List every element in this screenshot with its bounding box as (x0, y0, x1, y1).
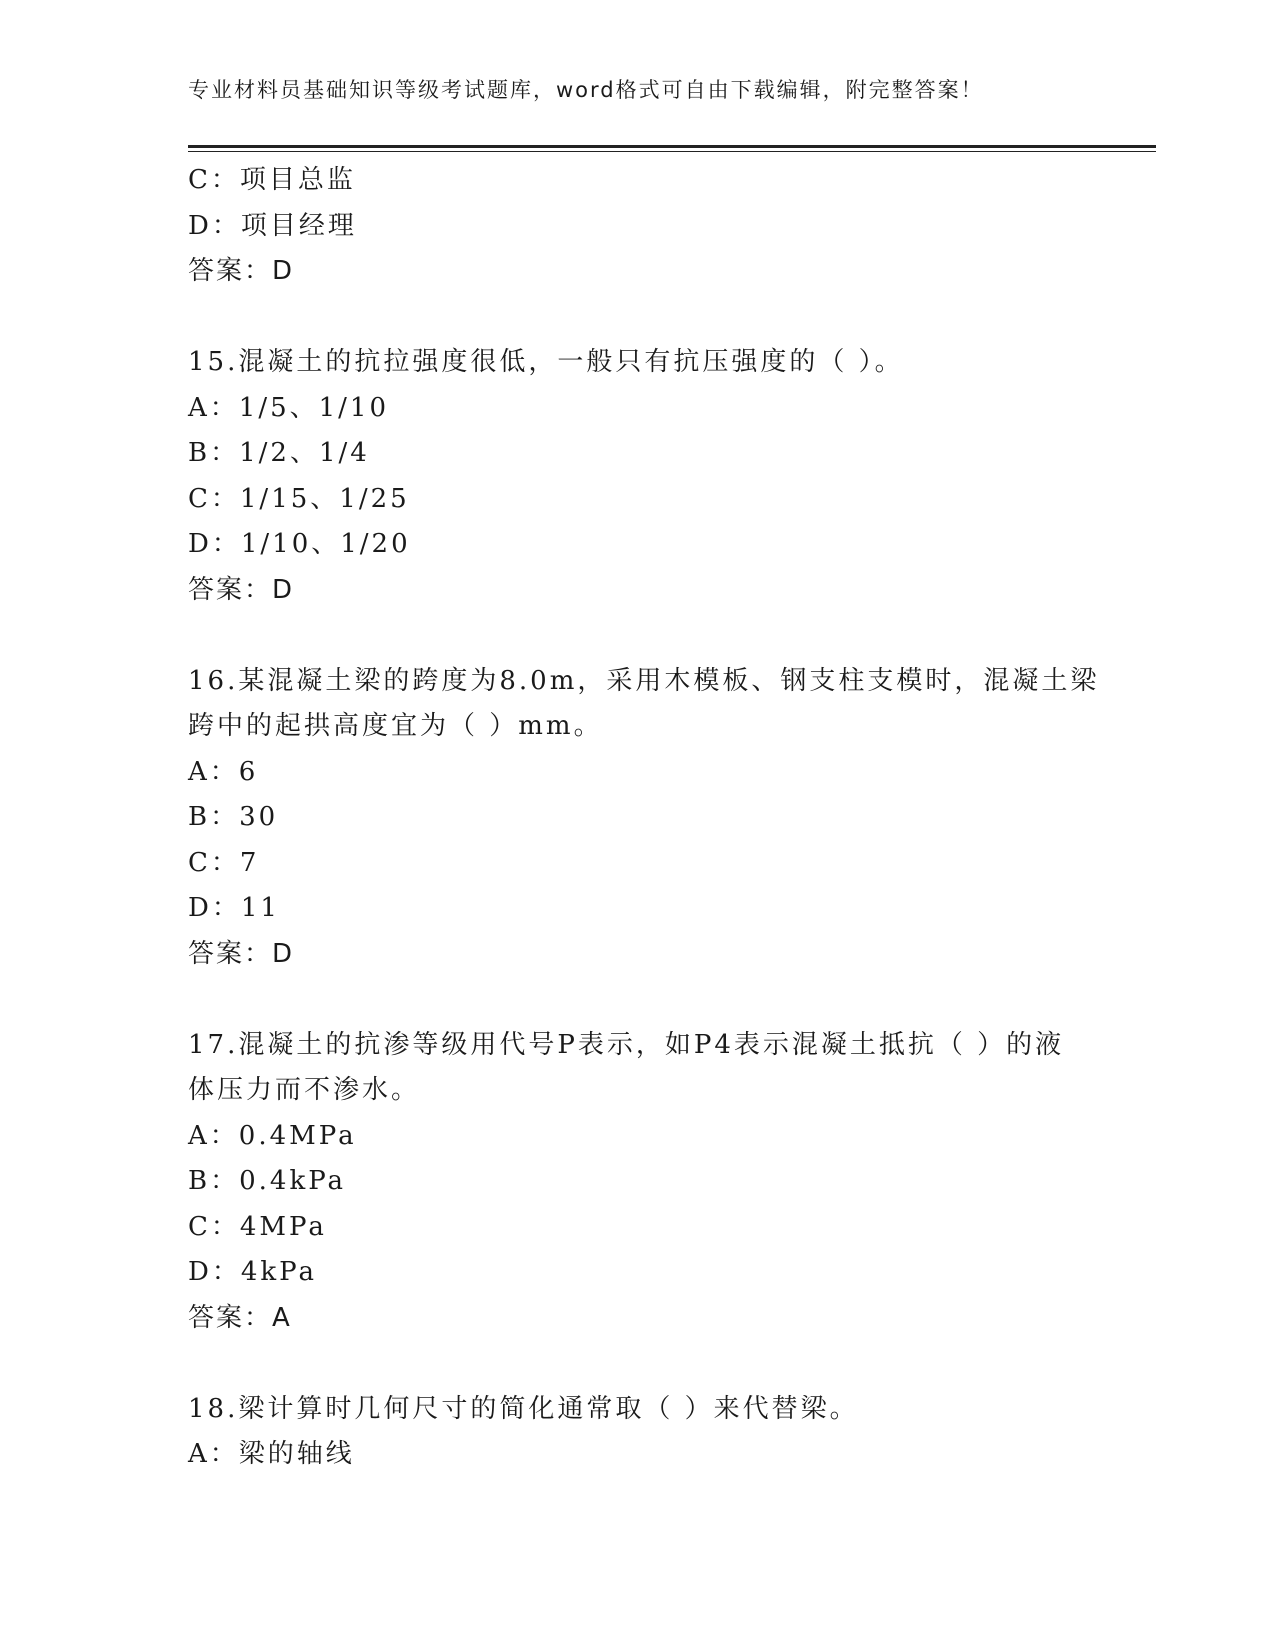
question-17-option-a: A：0.4MPa (188, 1120, 357, 1151)
question-17-option-c: C：4MPa (188, 1211, 327, 1242)
question-16-option-a: A：6 (188, 756, 259, 787)
question-15-text: 15.混凝土的抗拉强度很低，一般只有抗压强度的（ ）。 (188, 347, 904, 377)
question-15-option-a: A：1/5、1/10 (188, 392, 390, 423)
question-17-text-line2: 体压力而不渗水。 (188, 1075, 421, 1105)
option-c: C：项目总监 (188, 165, 356, 195)
question-16-text-line1: 16.某混凝土梁的跨度为8.0m，采用木模板、钢支柱支模时，混凝土梁 (188, 665, 1100, 696)
question-15-option-b: B：1/2、1/4 (188, 438, 370, 468)
spacer (188, 295, 1088, 341)
question-16-answer: 答案：D (188, 938, 295, 969)
question-15-option-c: C：1/15、1/25 (188, 483, 410, 514)
question-15-answer: 答案：D (188, 574, 295, 605)
question-17-text-line1: 17.混凝土的抗渗等级用代号P表示，如P4表示混凝土抵抗（ ）的液 (188, 1029, 1065, 1060)
question-16-text-line2: 跨中的起拱高度宜为（ ）mm。 (188, 711, 603, 741)
question-list (188, 158, 1100, 1478)
question-17-answer: 答案：A (188, 1302, 292, 1333)
spacer (188, 1341, 1088, 1387)
question-17-option-d: D：4kPa (188, 1257, 317, 1287)
spacer (188, 613, 1088, 659)
question-16-option-b: B：30 (188, 802, 279, 832)
option-d: D：项目经理 (188, 210, 357, 241)
header-rule-thin (188, 151, 1156, 152)
question-15-option-d: D：1/10、1/20 (188, 529, 411, 559)
question-18-text: 18.梁计算时几何尺寸的简化通常取（ ）来代替梁。 (188, 1393, 859, 1424)
page-header: 专业材料员基础知识等级考试题库，word格式可自由下载编辑，附完整答案！ (188, 78, 984, 102)
spacer (188, 977, 1088, 1023)
question-16-option-c: C：7 (188, 847, 260, 878)
question-18-option-a: A：梁的轴线 (188, 1439, 355, 1469)
question-17-option-b: B：0.4kPa (188, 1166, 347, 1196)
header-rule-thick (188, 145, 1156, 148)
question-16-option-d: D：11 (188, 893, 280, 923)
answer-line: 答案：D (188, 256, 295, 286)
